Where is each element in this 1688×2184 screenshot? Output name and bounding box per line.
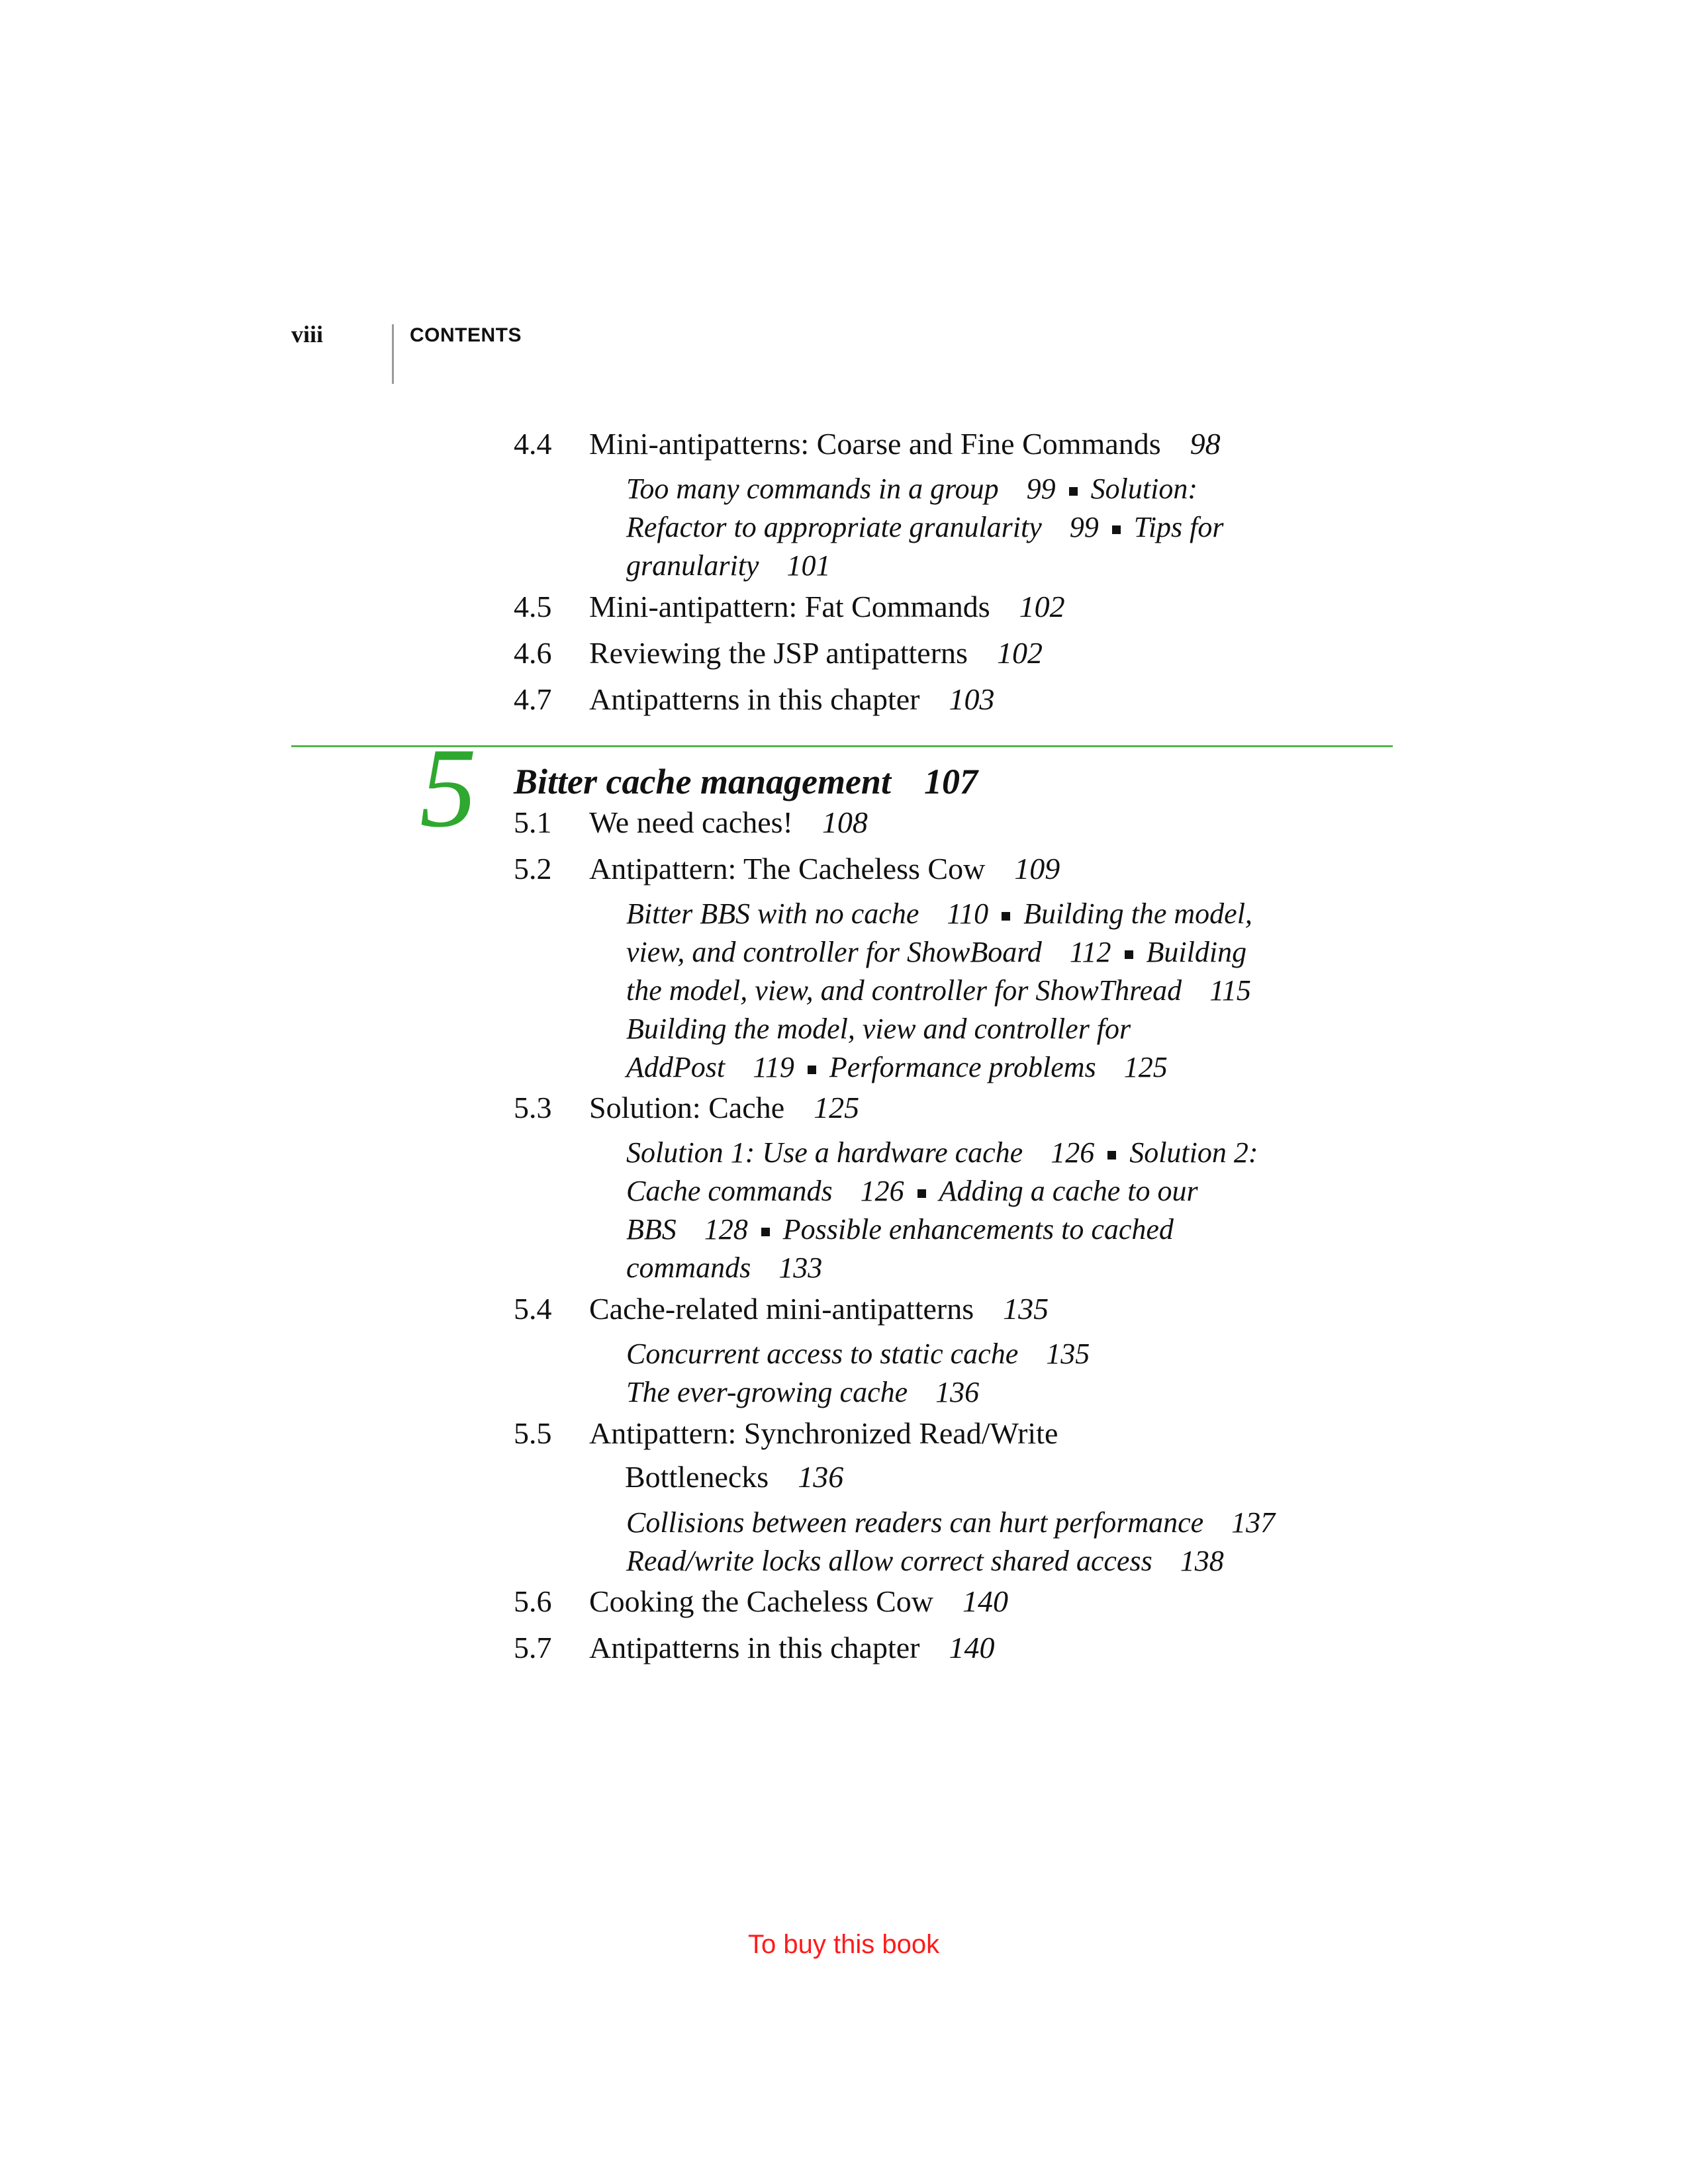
- subsection-title[interactable]: Building the model, view and controller for: [626, 1013, 1131, 1045]
- header-divider: [392, 324, 394, 384]
- page-folio: viii: [291, 321, 324, 347]
- page-number: 108: [821, 805, 868, 839]
- subsection-title-cont[interactable]: AddPost: [626, 1051, 726, 1083]
- section-title: Antipatterns in this chapter: [589, 682, 920, 716]
- toc-subline: [626, 510, 1224, 544]
- subsection-title-cont[interactable]: commands: [626, 1251, 751, 1284]
- bullet-separator: [1002, 912, 1010, 921]
- page-number: 135: [1003, 1292, 1049, 1326]
- subsection-title[interactable]: Solution 1: Use a hardware cache: [626, 1136, 1023, 1169]
- subsection-title[interactable]: Building: [1146, 936, 1247, 968]
- page-number: 125: [814, 1091, 860, 1124]
- section-title: Mini-antipatterns: Coarse and Fine Commands: [589, 427, 1161, 461]
- section-title-wrap: [589, 1584, 1008, 1619]
- section-title: We need caches!: [589, 805, 793, 839]
- chapter-page-number: 107: [923, 762, 978, 801]
- section-title-cont: Bottlenecks: [625, 1460, 769, 1494]
- toc-subline: [626, 1212, 1174, 1246]
- section-title: Mini-antipattern: Fat Commands: [589, 590, 990, 623]
- page-number: 112: [1069, 936, 1111, 968]
- section-title: Reviewing the JSP antipatterns: [589, 636, 968, 670]
- toc-subline: [626, 1012, 1131, 1046]
- subsection-title-cont[interactable]: granularity: [626, 549, 759, 582]
- bullet-separator: [1069, 487, 1078, 496]
- bullet-separator: [917, 1189, 926, 1198]
- toc-subline: [626, 549, 830, 582]
- section-number: 4.5: [514, 590, 552, 623]
- section-title-wrap: [589, 635, 1043, 670]
- chapter-title-entry[interactable]: [514, 761, 978, 802]
- toc-subline: [626, 1174, 1198, 1208]
- subsection-title[interactable]: Too many commands in a group: [626, 473, 999, 505]
- section-title: Antipattern: Synchronized Read/Write: [589, 1416, 1058, 1450]
- toc-entry-5-5-cont[interactable]: [625, 1459, 843, 1494]
- page-number: 137: [1231, 1506, 1276, 1539]
- page-number: 119: [753, 1051, 794, 1083]
- section-title-wrap: [589, 589, 1065, 624]
- section-number: 5.1: [514, 805, 552, 839]
- subsection-title[interactable]: Read/write locks allow correct shared access: [626, 1545, 1152, 1577]
- section-title: Cache-related mini-antipatterns: [589, 1292, 974, 1326]
- section-title: Antipatterns in this chapter: [589, 1631, 920, 1664]
- subsection-title-cont[interactable]: BBS: [626, 1213, 677, 1246]
- running-head: CONTENTS: [410, 324, 522, 346]
- toc-subline: [626, 472, 1197, 506]
- subsection-title-cont[interactable]: the model, view, and controller for ShowThread: [626, 974, 1182, 1007]
- section-title: Antipattern: The Cacheless Cow: [589, 852, 986, 886]
- bullet-separator: [1125, 950, 1133, 959]
- page-number: 99: [1069, 511, 1099, 543]
- chapter-title: Bitter cache management: [514, 762, 891, 801]
- page-number: 125: [1123, 1051, 1168, 1083]
- subsection-title[interactable]: Solution:: [1090, 473, 1197, 505]
- page-number: 99: [1026, 473, 1056, 505]
- subsection-title[interactable]: The ever-growing cache: [626, 1376, 908, 1408]
- page-number: 102: [996, 636, 1043, 670]
- page-number: 126: [860, 1175, 904, 1207]
- page-number: 115: [1209, 974, 1251, 1007]
- page-number: 133: [778, 1251, 823, 1284]
- toc-subline: [626, 1506, 1275, 1539]
- toc-subline: [626, 1337, 1090, 1371]
- section-number: 5.6: [514, 1584, 552, 1618]
- subsection-title[interactable]: Solution 2:: [1129, 1136, 1258, 1169]
- page-number: 98: [1190, 427, 1221, 461]
- buy-book-link[interactable]: To buy this book: [748, 1930, 940, 1959]
- page-number: 109: [1014, 852, 1060, 886]
- section-number: 4.4: [514, 427, 552, 461]
- subsection-title[interactable]: Bitter BBS with no cache: [626, 897, 919, 930]
- page-number: 138: [1180, 1545, 1224, 1577]
- page-number: 126: [1051, 1136, 1095, 1169]
- section-title: Cooking the Cacheless Cow: [589, 1584, 933, 1618]
- section-number: 5.2: [514, 852, 552, 886]
- section-title-wrap: [589, 1291, 1049, 1326]
- section-title-wrap: [589, 426, 1221, 461]
- subsection-title[interactable]: Performance problems: [829, 1051, 1096, 1083]
- section-number: 5.7: [514, 1631, 552, 1664]
- subsection-title[interactable]: Building the model,: [1023, 897, 1252, 930]
- section-number: 4.6: [514, 636, 552, 670]
- section-title-wrap: [589, 1630, 995, 1665]
- section-number: 5.4: [514, 1292, 552, 1326]
- subsection-title[interactable]: Collisions between readers can hurt performance: [626, 1506, 1204, 1539]
- section-number: 5.5: [514, 1416, 552, 1450]
- toc-subline: [626, 897, 1252, 931]
- bullet-separator: [1112, 525, 1121, 534]
- page-number: 140: [962, 1584, 1008, 1618]
- subsection-title[interactable]: Concurrent access to static cache: [626, 1338, 1019, 1370]
- subsection-title-cont[interactable]: Refactor to appropriate granularity: [626, 511, 1042, 543]
- toc-subline: [626, 1136, 1258, 1169]
- section-title-wrap: [589, 682, 995, 717]
- subsection-title-cont[interactable]: Cache commands: [626, 1175, 833, 1207]
- section-title-wrap: [589, 1090, 859, 1125]
- section-title-wrap: [589, 805, 868, 840]
- section-number: 4.7: [514, 682, 552, 716]
- subsection-title[interactable]: Adding a cache to our: [939, 1175, 1198, 1207]
- page-number: 140: [949, 1631, 995, 1664]
- toc-subline: [626, 1375, 979, 1409]
- page-number: 102: [1019, 590, 1065, 623]
- toc-subline: [626, 1050, 1168, 1084]
- bullet-separator: [1107, 1151, 1116, 1160]
- subsection-title[interactable]: Tips for: [1133, 511, 1224, 543]
- section-title-wrap: [589, 851, 1060, 886]
- bullet-separator: [808, 1066, 816, 1074]
- bullet-separator: [761, 1228, 770, 1236]
- page-number: 135: [1046, 1338, 1090, 1370]
- toc-subline: [626, 974, 1251, 1007]
- page-number: 110: [947, 897, 989, 930]
- subsection-title-cont[interactable]: view, and controller for ShowBoard: [626, 936, 1042, 968]
- page-number: 136: [935, 1376, 980, 1408]
- subsection-title[interactable]: Possible enhancements to cached: [782, 1213, 1174, 1246]
- page-number: 128: [704, 1213, 748, 1246]
- page-number: 101: [786, 549, 831, 582]
- toc-subline: [626, 1251, 822, 1285]
- toc-subline: [626, 935, 1246, 969]
- toc-subline: [626, 1544, 1224, 1578]
- section-title: Solution: Cache: [589, 1091, 785, 1124]
- section-number: 5.3: [514, 1091, 552, 1124]
- chapter-number: 5: [420, 725, 477, 851]
- page-number: 103: [949, 682, 995, 716]
- page-number: 136: [798, 1460, 844, 1494]
